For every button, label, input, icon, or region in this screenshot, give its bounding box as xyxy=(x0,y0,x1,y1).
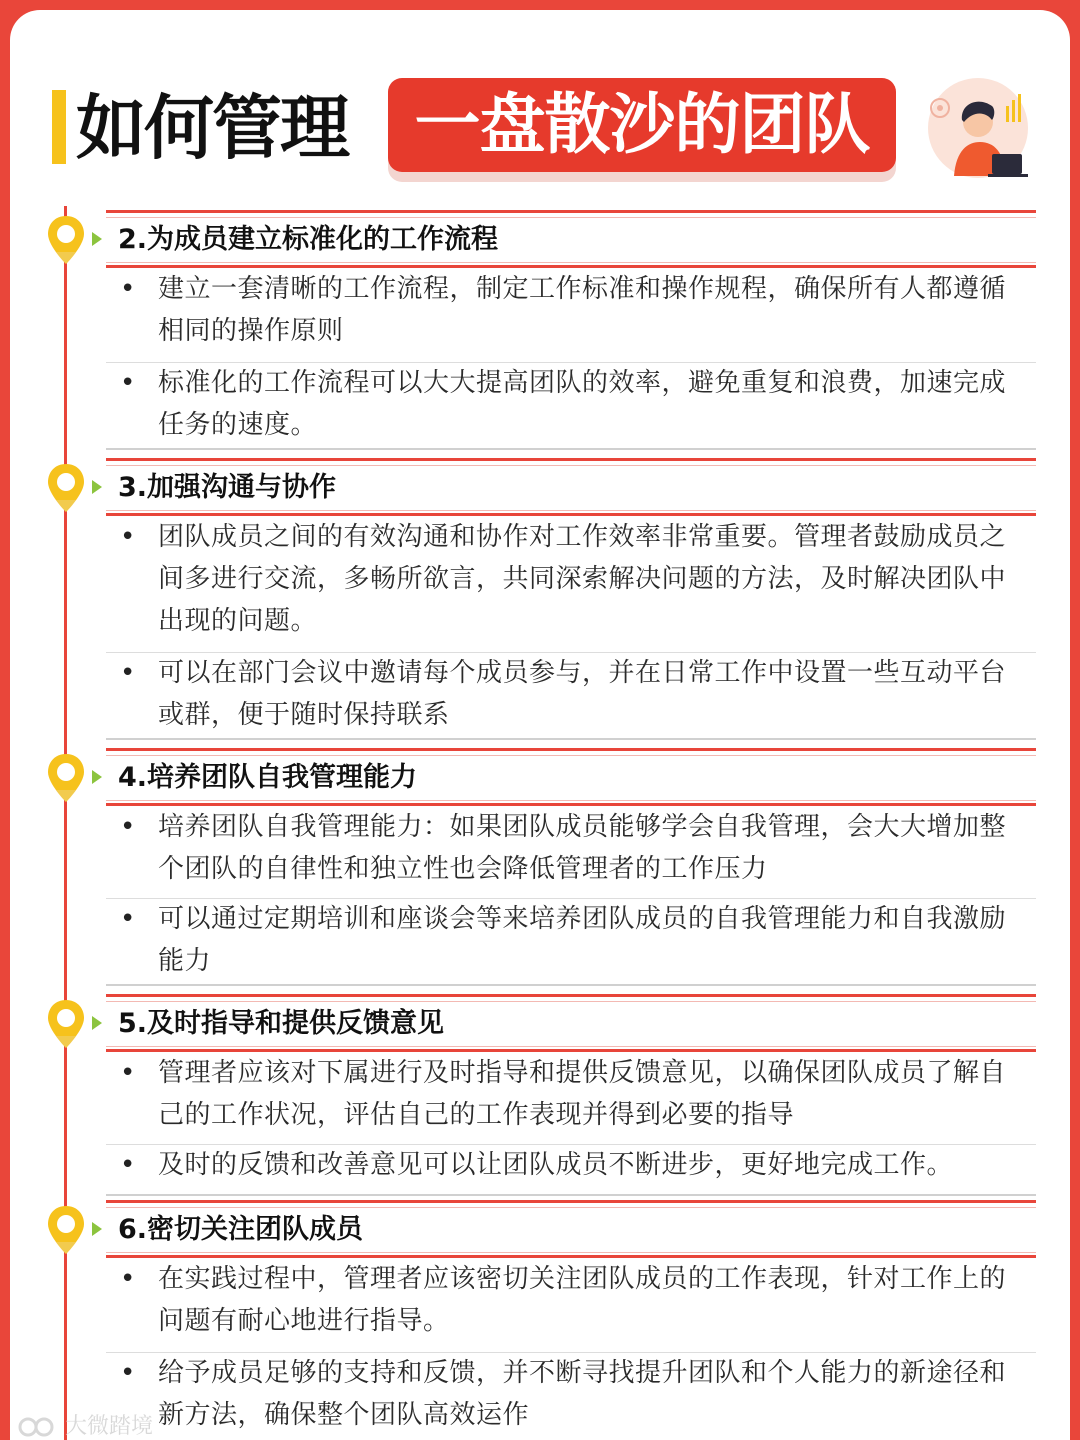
location-pin-icon xyxy=(46,462,86,514)
section-arrow-icon xyxy=(92,1222,102,1236)
section-arrow-icon xyxy=(92,480,102,494)
bullet-icon: • xyxy=(120,522,136,552)
list-item-text: 管理者应该对下属进行及时指导和提供反馈意见，以确保团队成员了解自己的工作状况，评估自己的工作表现并得到必要的指导 xyxy=(158,1058,1007,1130)
section-title: 2.为成员建立标准化的工作流程 xyxy=(118,224,499,255)
title-accent-bar xyxy=(52,90,66,164)
section-header xyxy=(106,994,1036,1052)
bullet-icon: • xyxy=(120,1150,136,1180)
bullet-icon: • xyxy=(120,1058,136,1088)
location-pin-icon xyxy=(46,214,86,266)
page-title-highlight: 一盘散沙的团队 xyxy=(414,86,870,163)
list-item-text: 建立一套清晰的工作流程，制定工作标准和操作规程，确保所有人都遵循相同的操作原则 xyxy=(158,274,1007,346)
list-item-text: 团队成员之间的有效沟通和协作对工作效率非常重要。管理者鼓励成员之间多进行交流，多畅所欲言，共同深索解决问题的方法，及时解决团队中出现的问题。 xyxy=(158,522,1007,636)
list-item xyxy=(106,362,1036,450)
bullet-icon: • xyxy=(120,812,136,842)
section-header-inner xyxy=(106,217,1036,263)
list-item xyxy=(106,1052,1036,1145)
header xyxy=(52,78,1042,188)
location-pin-icon xyxy=(46,998,86,1050)
bullet-icon: • xyxy=(120,658,136,688)
section-header-inner xyxy=(106,755,1036,801)
section-header xyxy=(106,748,1036,806)
watermark-text: 大微踏境 xyxy=(65,1414,154,1439)
list-item xyxy=(106,268,1036,363)
list-item xyxy=(106,652,1036,740)
person-laptop-icon xyxy=(918,72,1038,182)
list-item xyxy=(106,1258,1036,1353)
page-title: 如何管理 xyxy=(76,87,348,169)
location-pin-icon xyxy=(46,1204,86,1256)
section-title: 3.加强沟通与协作 xyxy=(118,472,337,503)
list-item xyxy=(106,806,1036,899)
section-title: 5.及时指导和提供反馈意见 xyxy=(118,1008,445,1039)
section-header-inner xyxy=(106,1207,1036,1253)
list-item-text: 标准化的工作流程可以大大提高团队的效率，避免重复和浪费，加速完成任务的速度。 xyxy=(158,368,1007,440)
bullet-icon: • xyxy=(120,1264,136,1294)
list-item xyxy=(106,516,1036,653)
list-item xyxy=(106,1144,1036,1196)
bullet-icon: • xyxy=(120,904,136,934)
list-item xyxy=(106,1352,1036,1440)
list-item-text: 给予成员足够的支持和反馈，并不断寻找提升团队和个人能力的新途径和新方法，确保整个团队高效运作 xyxy=(158,1358,1007,1430)
section-header xyxy=(106,458,1036,516)
section-title: 4.培养团队自我管理能力 xyxy=(118,762,418,793)
section-header xyxy=(106,210,1036,268)
section-arrow-icon xyxy=(92,1016,102,1030)
watermark-logo-icon xyxy=(18,1415,58,1439)
bullet-icon: • xyxy=(120,274,136,304)
watermark xyxy=(18,1412,153,1440)
section-title: 6.密切关注团队成员 xyxy=(118,1214,364,1245)
list-item-text: 可以在部门会议中邀请每个成员参与，并在日常工作中设置一些互动平台或群，便于随时保持联系 xyxy=(158,658,1007,730)
section-header xyxy=(106,1200,1036,1258)
section-arrow-icon xyxy=(92,770,102,784)
bullet-icon: • xyxy=(120,1358,136,1388)
section-header-inner xyxy=(106,465,1036,511)
list-item-text: 培养团队自我管理能力：如果团队成员能够学会自我管理，会大大增加整个团队的自律性和独立性也会降低管理者的工作压力 xyxy=(158,812,1007,884)
location-pin-icon xyxy=(46,752,86,804)
title-highlight-pill xyxy=(388,78,896,172)
page xyxy=(10,10,1070,1440)
list-item-text: 在实践过程中，管理者应该密切关注团队成员的工作表现，针对工作上的问题有耐心地进行指导。 xyxy=(158,1264,1007,1336)
bullet-icon: • xyxy=(120,368,136,398)
section-arrow-icon xyxy=(92,232,102,246)
list-item-text: 及时的反馈和改善意见可以让团队成员不断进步，更好地完成工作。 xyxy=(158,1150,954,1180)
list-item xyxy=(106,898,1036,986)
section-header-inner xyxy=(106,1001,1036,1047)
list-item-text: 可以通过定期培训和座谈会等来培养团队成员的自我管理能力和自我激励能力 xyxy=(158,904,1007,976)
